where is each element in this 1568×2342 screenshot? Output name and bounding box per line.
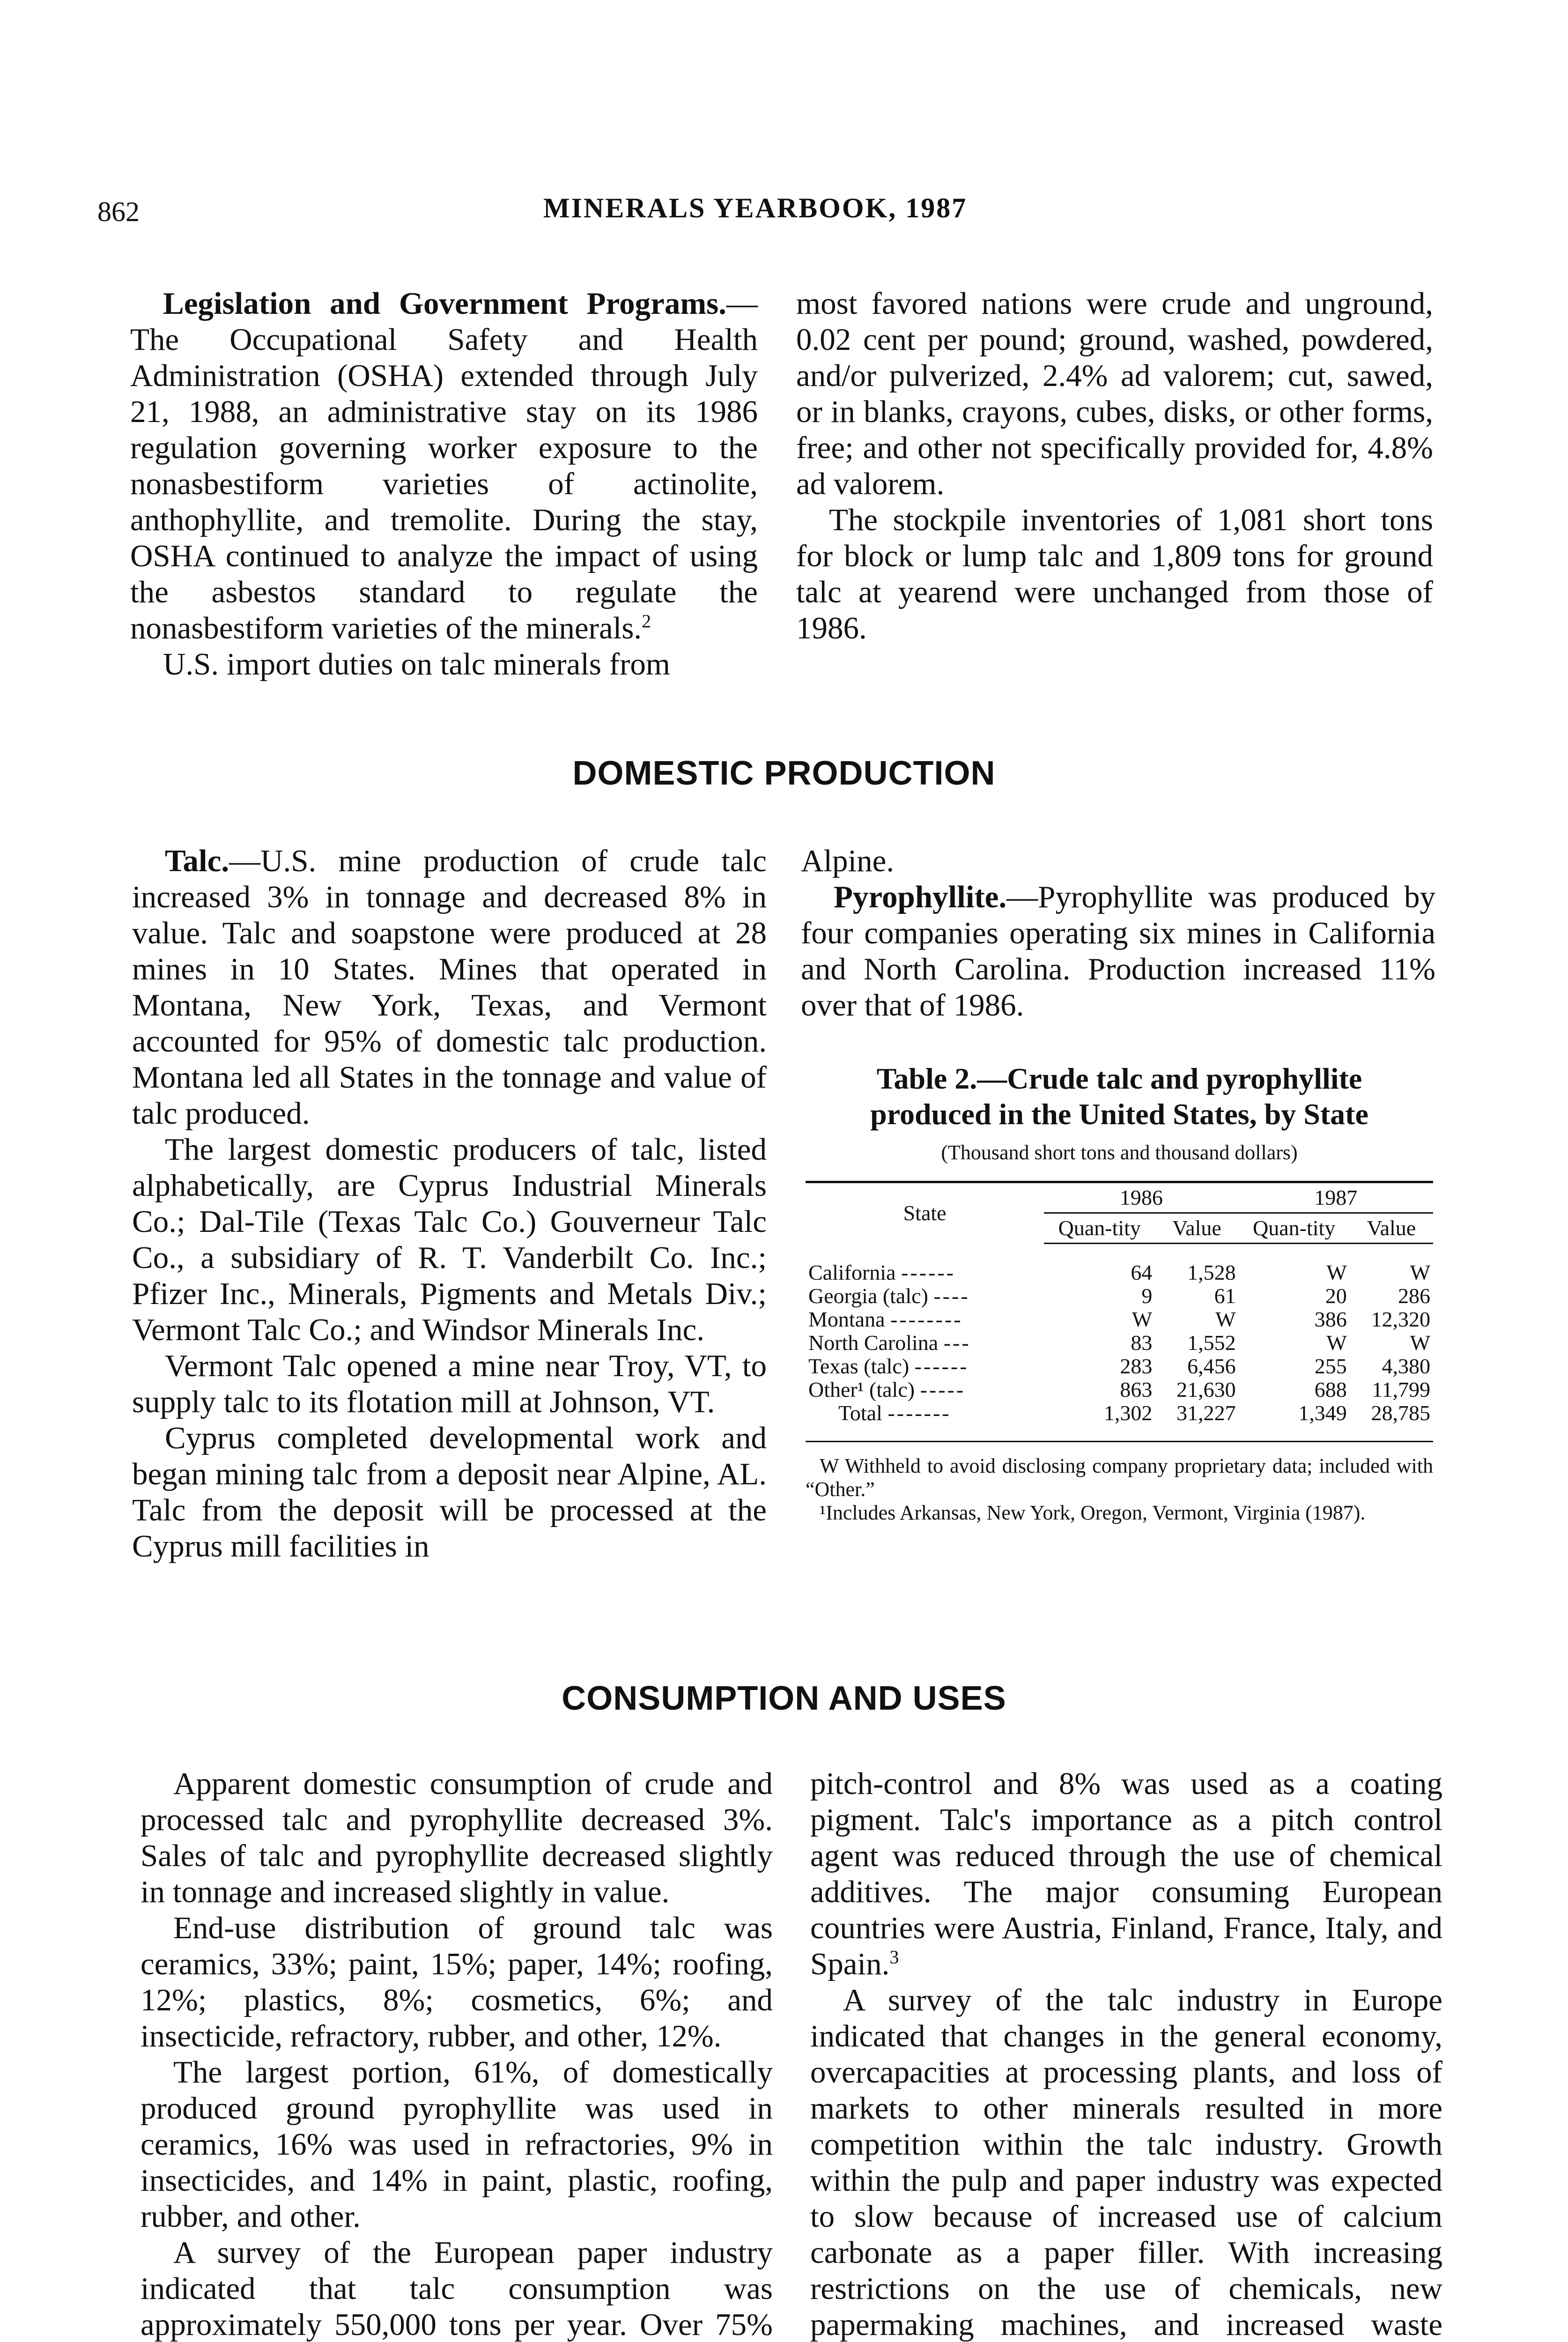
- leader-dots: ------: [901, 1260, 955, 1284]
- table-2: [806, 1061, 1433, 1525]
- footnote-ref: 3: [889, 1946, 899, 1968]
- legislation-paragraph: [130, 286, 758, 646]
- talc-runin-heading: Talc.: [165, 844, 229, 878]
- leader-dots: ------: [914, 1354, 969, 1378]
- footnote-ref: 2: [642, 610, 651, 632]
- state-name: Montana: [808, 1307, 885, 1331]
- quantity-1987: 20: [1325, 1284, 1347, 1308]
- quantity-1986: W: [1132, 1307, 1153, 1331]
- import-duties-paragraph: U.S. import duties on talc minerals from: [163, 647, 670, 682]
- pyrophyllite-runin-heading: Pyrophyllite.: [834, 880, 1007, 914]
- footnote-other: ¹Includes Arkansas, New York, Oregon, Vermont, Virginia (1987).: [820, 1501, 1366, 1524]
- pyrophyllite-paragraph: [801, 879, 1435, 1023]
- total-quantity-1987: 1,349: [1298, 1401, 1347, 1425]
- table-row: [806, 1378, 1433, 1401]
- pitch-control-text: pitch-control and 8% was used as a coating pigment. Talc's importance as a pitch control agent was reduced through the use of chemical additives. The major consuming European countries were Austria, Finland, France, Italy, and Spain.: [810, 1766, 1442, 1981]
- table-title: [806, 1061, 1433, 1132]
- value-1987: W: [1410, 1260, 1430, 1284]
- apparent-consumption-paragraph: Apparent domestic consumption of crude and processed talc and pyrophyllite decreased 3%. Sales of talc and pyrophyllite decreased slightly in tonnage and increased slightly in value.: [141, 1766, 773, 1909]
- total-row: [806, 1401, 1433, 1425]
- table-row: [806, 1308, 1433, 1331]
- duties-continued-paragraph: most favored nations were crude and unground, 0.02 cent per pound; ground, washed, powdered, and/or pulverized, 2.4% ad valorem; cut, sawed, or in blanks, crayons, cubes, disks, or other forms, free; and other not specifically provided for, 4.8% ad valorem.: [796, 286, 1433, 501]
- consumption-left-column: [141, 1766, 773, 2342]
- state-name: North Carolina: [808, 1331, 939, 1355]
- value-1987: 11,799: [1372, 1378, 1430, 1401]
- quantity-1987: W: [1326, 1260, 1347, 1284]
- total-quantity-1986: 1,302: [1103, 1401, 1153, 1425]
- quantity-1986: 64: [1131, 1260, 1153, 1284]
- domestic-left-column: [132, 843, 767, 1564]
- quantity-1987: 688: [1314, 1378, 1347, 1401]
- year-1987-header: 1987: [1239, 1182, 1433, 1213]
- value-1987: 12,320: [1371, 1307, 1430, 1331]
- value-1987: 4,380: [1382, 1354, 1430, 1378]
- pyrophyllite-text: —Pyrophyllite was produced by four companies operating six mines in California and North Carolina. Production increased 11% over that of 1986.: [801, 880, 1435, 1023]
- legislation-runin-heading: Legislation and Government Programs.: [163, 286, 726, 321]
- quantity-1987-header: Quan-tity: [1239, 1213, 1350, 1244]
- value-1986-header: Value: [1155, 1213, 1238, 1244]
- quantity-1986: 9: [1141, 1284, 1153, 1308]
- total-value-1987: 28,785: [1371, 1401, 1430, 1425]
- leader-dots: ----: [933, 1284, 970, 1308]
- state-name: California: [808, 1260, 896, 1284]
- consumption-right-column: [810, 1766, 1442, 2342]
- vermont-paragraph: Vermont Talc opened a mine near Troy, VT, to supply talc to its flotation mill at Johnson, VT.: [132, 1349, 767, 1419]
- value-1987: W: [1410, 1331, 1430, 1355]
- footnote-withheld: W Withheld to avoid disclosing company proprietary data; included with “Other.”: [806, 1454, 1433, 1501]
- state-column-header: State: [903, 1201, 947, 1225]
- quantity-1986: 83: [1131, 1331, 1153, 1355]
- table-row: [806, 1261, 1433, 1284]
- legislation-right-column: [796, 286, 1433, 646]
- quantity-1986: 863: [1120, 1378, 1153, 1401]
- table-title-line-1: Table 2.—Crude talc and pyrophyllite: [876, 1062, 1362, 1095]
- total-value-1986: 31,227: [1176, 1401, 1236, 1425]
- legislation-text: —The Occupational Safety and Health Administration (OSHA) extended through July 21, 1988, an administrative stay on its 1986 regulation governing worker exposure to the nonasbestiform varieties of actinolite, anthophyllite, and tremolite. During the stay, OSHA continued to analyze the impact of using the asbestos standard to regulate the nonasbestiform varieties of the minerals.: [130, 286, 758, 645]
- leader-dots: -----: [920, 1378, 966, 1401]
- table-row: [806, 1331, 1433, 1355]
- producers-paragraph: The largest domestic producers of talc, listed alphabetically, are Cyprus Industrial Minerals Co.; Dal-Tile (Texas Talc Co.) Gouverneur Talc Co., a subsidiary of R. T. Vanderbilt Co. Inc.; Pfizer Inc., Minerals, Pigments and Metals Div.; Vermont Talc Co.; and Windsor Minerals Inc.: [132, 1132, 767, 1347]
- pitch-control-paragraph: [810, 1766, 1442, 1982]
- quantity-1987: 386: [1314, 1307, 1347, 1331]
- state-name: Texas (talc): [808, 1354, 910, 1378]
- value-1986: 61: [1214, 1284, 1236, 1308]
- european-survey-paragraph: A survey of the European paper industry indicated that talc consumption was approximately 550,000 tons per year. Over 75%: [141, 2235, 773, 2342]
- value-1986: 6,456: [1187, 1354, 1236, 1378]
- quantity-1986-header: Quan-tity: [1044, 1213, 1155, 1244]
- table-row: [806, 1284, 1433, 1308]
- end-use-paragraph: End-use distribution of ground talc was ceramics, 33%; paint, 15%; paper, 14%; roofing, 12%; plastics, 8%; cosmetics, 6%; and insecticide, refractory, rubber, and other, 12%.: [141, 1911, 773, 2053]
- quantity-1986: 283: [1120, 1354, 1153, 1378]
- value-1986: 21,630: [1176, 1378, 1236, 1401]
- domestic-production-heading: DOMESTIC PRODUCTION: [572, 755, 996, 792]
- value-1987-header: Value: [1350, 1213, 1433, 1244]
- domestic-right-column: [801, 843, 1435, 1023]
- total-label: Total: [838, 1401, 882, 1425]
- running-head: MINERALS YEARBOOK, 1987: [543, 193, 968, 223]
- alpine-continued: Alpine.: [801, 844, 895, 878]
- table-row: [806, 1355, 1433, 1378]
- quantity-1987: 255: [1314, 1354, 1347, 1378]
- pyrophyllite-use-paragraph: The largest portion, 61%, of domestically produced ground pyrophyllite was used in ceramics, 16% was used in refractories, 9% in insecticides, and 14% in paint, plastic, roofing, rubber, and other.: [141, 2055, 773, 2234]
- leader-dots: -------: [888, 1401, 951, 1425]
- production-table: [806, 1181, 1433, 1425]
- table-title-line-2: produced in the United States, by State: [870, 1097, 1368, 1131]
- talc-industry-survey-paragraph: A survey of the talc industry in Europe indicated that changes in the general economy, overcapacities at processing plants, and loss of markets to other minerals resulted in more competition within the talc industry. Growth within the pulp and paper industry was expected to slow because of increased use of calcium carbonate as a paper filler. With increasing restrictions on the use of chemicals, new papermaking machines, and increased waste: [810, 1983, 1442, 2342]
- table-units: (Thousand short tons and thousand dollars): [941, 1141, 1298, 1164]
- value-1986: 1,552: [1187, 1331, 1236, 1355]
- legislation-left-column: [130, 286, 758, 682]
- table-footnotes: [806, 1441, 1433, 1525]
- value-1986: W: [1215, 1307, 1236, 1331]
- state-name: Other¹ (talc): [808, 1378, 915, 1401]
- cyprus-paragraph: Cyprus completed developmental work and began mining talc from a deposit near Alpine, AL. Talc from the deposit will be processed at the Cyprus mill facilities in: [132, 1421, 767, 1564]
- page-number: 862: [97, 196, 140, 227]
- value-1986: 1,528: [1187, 1260, 1236, 1284]
- stockpile-paragraph: The stockpile inventories of 1,081 short tons for block or lump talc and 1,809 tons for ground talc at yearend were unchanged from those of 1986.: [796, 503, 1433, 645]
- leader-dots: ---: [943, 1331, 971, 1355]
- consumption-heading: CONSUMPTION AND USES: [562, 1680, 1006, 1717]
- year-1986-header: 1986: [1044, 1182, 1238, 1213]
- talc-text: —U.S. mine production of crude talc increased 3% in tonnage and decreased 8% in value. Talc and soapstone were produced at 28 mines in 10 States. Mines that operated in Montana, New York, Texas, and Vermont accounted for 95% of domestic talc production. Montana led all States in the tonnage and value of talc produced.: [132, 844, 767, 1131]
- leader-dots: --------: [890, 1307, 963, 1331]
- value-1987: 286: [1398, 1284, 1430, 1308]
- state-name: Georgia (talc): [808, 1284, 928, 1308]
- talc-paragraph: [132, 843, 767, 1132]
- quantity-1987: W: [1326, 1331, 1347, 1355]
